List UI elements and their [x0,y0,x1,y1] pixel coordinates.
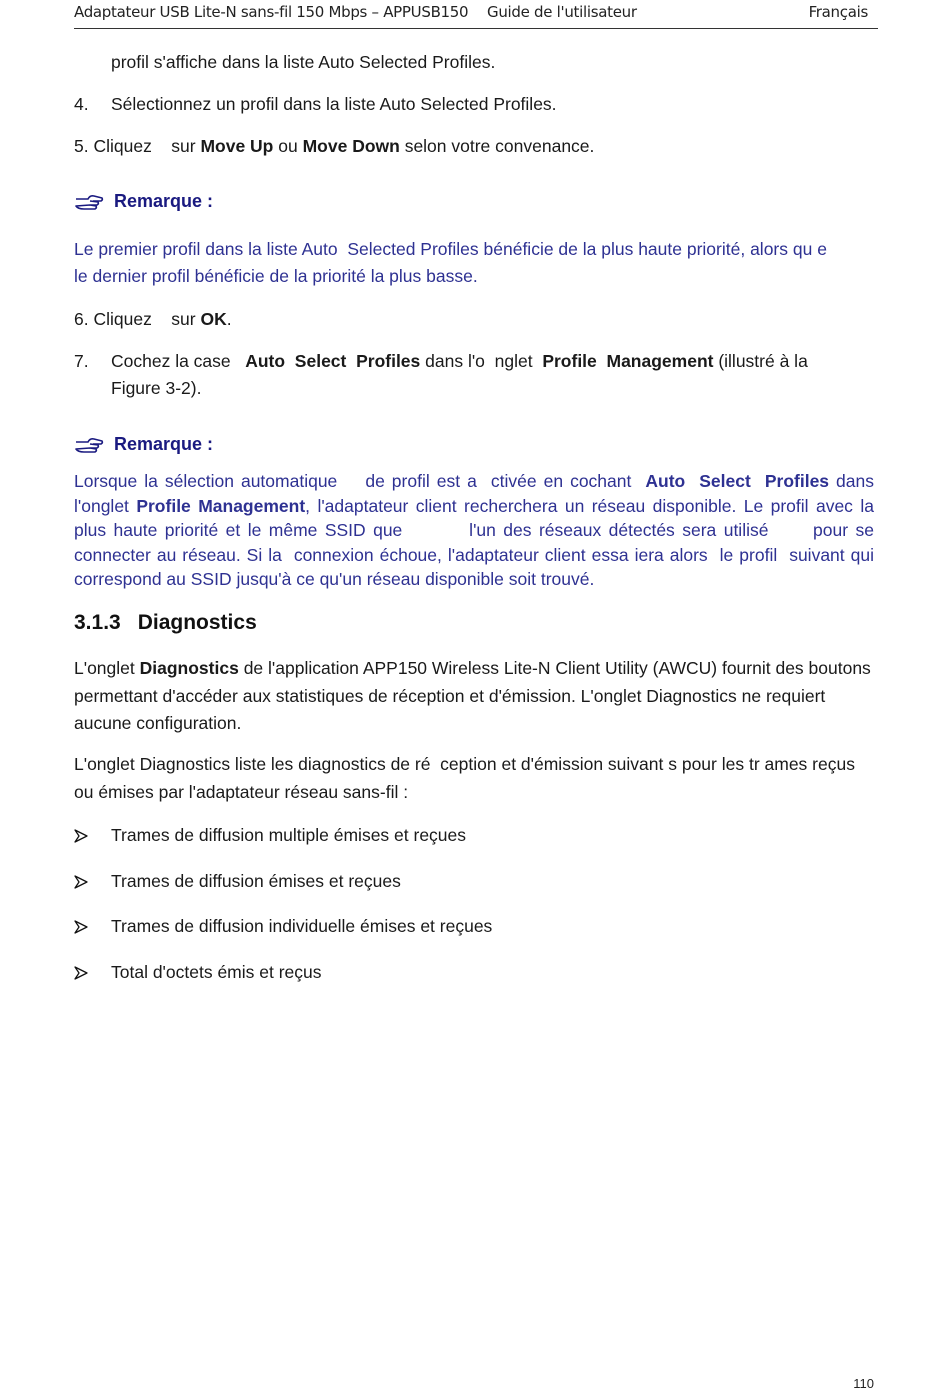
list-item [74,868,401,895]
pointing-hand-icon [74,436,104,454]
arrowhead-bullet-icon [74,920,88,934]
section-heading [74,611,257,635]
step-7-part-2: dans l'o nglet [420,351,543,371]
remark-2-label: Remarque : [114,434,214,454]
continued-line: profil s'affiche dans la liste Auto Selected Profiles. [111,52,496,72]
header-title: Adaptateur USB Lite-N sans-fil 150 Mbps – APPUSB150 [74,3,469,21]
step-5-prefix: 5. Cliquez sur [74,136,201,156]
auto-select-profiles-label: Auto Select Profiles [645,471,830,491]
arrowhead-bullet-icon [74,875,88,889]
remark-1-text [74,236,874,290]
para-1-part-2: de l'application APP150 Wireless Lite-N Client Utility (AWCU) fournit des boutons permettant d'accéder aux statistiques de réception et d'émission. L'onglet Diagnostics ne requiert aucune configuration. [74,658,871,733]
step-5-mid: ou [273,136,303,156]
remark-2-part-3: , l'adaptateur client recherchera un réseau disponible. Le profil avec la plus haute priorité et le même SSID que l'un des réseaux détectés sera utilisé pour se connecter au réseau. Si la connexion échoue, l'adaptateur client essa iera alors le profil suivant qui correspond au SSID jusqu'à ce qu'un réseau disponible soit trouvé. [74,495,879,590]
remark-1-label: Remarque : [114,191,214,211]
remark-1-line-1: Le premier profil dans la liste Auto Selected Profiles bénéficie de la plus haute priorité, alors qu e [74,239,827,259]
list-item [74,913,492,940]
header-guide: Guide de l'utilisateur [487,3,637,21]
auto-select-profiles-label: Auto Select Profiles [245,351,421,371]
remark-1-line-2: le dernier profil bénéficie de la priorité la plus basse. [74,266,478,286]
pointing-hand-icon [74,193,104,211]
step-4-number: 4. [74,94,89,114]
list-item-text: Total d'octets émis et reçus [111,962,322,982]
remark-2-text [74,469,879,592]
list-item-text: Trames de diffusion individuelle émises et reçues [111,916,493,936]
step-7-line-2: Figure 3-2). [111,378,202,398]
step-6 [74,306,232,333]
list-item-text: Trames de diffusion émises et reçues [111,871,401,891]
page-number: 110 [853,1376,874,1391]
list-item-text: Trames de diffusion multiple émises et reçues [111,825,467,845]
step-6-prefix: 6. Cliquez sur [74,309,201,329]
remark-2-part-1: Lorsque la sélection automatique de profil est a ctivée en cochant [74,471,646,491]
remark-1-heading [74,191,213,212]
section-title: Diagnostics [137,611,257,634]
step-7-number: 7. [74,351,89,371]
profile-management-label: Profile Management [136,495,306,516]
diagnostics-paragraph-1 [74,655,874,738]
arrowhead-bullet-icon [74,966,88,980]
list-item [74,822,466,849]
step-5-suffix: selon votre convenance. [399,136,595,156]
header-language: Français [808,3,868,21]
remark-2-part-2: dans l'onglet [74,471,879,516]
move-down-label: Move Down [302,136,400,156]
step-6-suffix: . [226,309,232,329]
diagnostics-paragraph-2: L'onglet Diagnostics liste les diagnostics de ré ception et d'émission suivant s pour les tr ames reçus ou émises par l'adaptateur réseau sans-fil : [74,754,860,802]
step-7-line-1 [111,348,808,375]
step-7-part-3: (illustré à la [713,351,808,371]
remark-2-heading [74,434,213,455]
diagnostics-label: Diagnostics [139,658,239,678]
section-number: 3.1.3 [74,611,121,634]
move-up-label: Move Up [200,136,274,156]
page-header [74,0,878,29]
list-item [74,959,322,986]
para-1-part-1: L'onglet [74,658,140,678]
profile-management-label: Profile Management [542,351,714,371]
ok-label: OK [200,309,227,329]
step-5 [74,133,594,160]
step-4-text: Sélectionnez un profil dans la liste Auto Selected Profiles. [111,94,557,114]
step-7-part-1: Cochez la case [111,351,246,371]
arrowhead-bullet-icon [74,829,88,843]
